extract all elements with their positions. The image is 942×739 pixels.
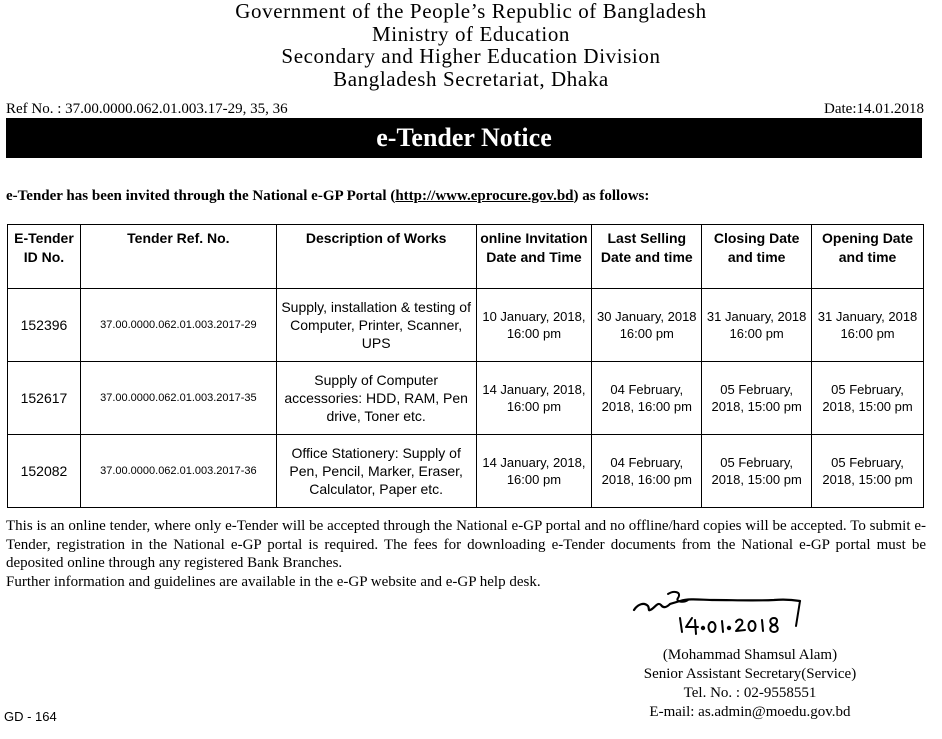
table-header-row bbox=[8, 225, 924, 289]
cell-invitation: 14 January, 2018, 16:00 pm bbox=[476, 362, 592, 435]
cell-tender-id: 152082 bbox=[8, 435, 81, 508]
tender-table bbox=[7, 224, 924, 508]
header-last-selling: Last Selling Date and time bbox=[592, 225, 702, 289]
cell-opening: 05 February, 2018, 15:00 pm bbox=[812, 435, 924, 508]
letterhead-line: Bangladesh Secretariat, Dhaka bbox=[333, 66, 609, 91]
letterhead-line: Ministry of Education bbox=[371, 21, 571, 46]
table-row bbox=[8, 435, 924, 508]
handwritten-signature bbox=[628, 588, 808, 640]
intro-before: e-Tender has been invited through the National e-GP Portal ( bbox=[6, 188, 396, 204]
reference-number: Ref No. : 37.00.0000.062.01.003.17-29, 35, 36 bbox=[6, 101, 288, 117]
signatory-title: Senior Assistant Secretary(Service) bbox=[643, 666, 857, 682]
intro-after: ) as follows: bbox=[573, 188, 650, 204]
header-invitation: online Invitation Date and Time bbox=[476, 225, 592, 289]
notice-date: Date:14.01.2018 bbox=[824, 101, 924, 117]
cell-opening: 05 February, 2018, 15:00 pm bbox=[812, 362, 924, 435]
header-opening: Opening Date and time bbox=[812, 225, 924, 289]
letterhead-line: Government of the People’s Republic of Bangladesh bbox=[235, 0, 707, 23]
signatory-email: E-mail: as.admin@moedu.gov.bd bbox=[649, 704, 851, 720]
table-row bbox=[8, 362, 924, 435]
cell-closing: 05 February, 2018, 15:00 pm bbox=[702, 435, 812, 508]
cell-last-selling: 04 February, 2018, 16:00 pm bbox=[592, 362, 702, 435]
signature-block bbox=[620, 646, 880, 722]
notice-title-banner: e-Tender Notice bbox=[6, 118, 922, 158]
letterhead bbox=[0, 0, 942, 90]
cell-tender-ref: 37.00.0000.062.01.003.2017-36 bbox=[80, 435, 276, 508]
signatory-phone: Tel. No. : 02-9558551 bbox=[683, 685, 817, 701]
intro-text bbox=[6, 188, 649, 205]
cell-last-selling: 04 February, 2018, 16:00 pm bbox=[592, 435, 702, 508]
cell-description: Supply, installation & testing of Computer, Printer, Scanner, UPS bbox=[276, 289, 476, 362]
header-description: Description of Works bbox=[276, 225, 476, 289]
header-closing: Closing Date and time bbox=[702, 225, 812, 289]
letterhead-line: Secondary and Higher Education Division bbox=[281, 44, 661, 68]
cell-tender-id: 152396 bbox=[8, 289, 81, 362]
cell-opening: 31 January, 2018 16:00 pm bbox=[812, 289, 924, 362]
cell-tender-id: 152617 bbox=[8, 362, 81, 435]
cell-description: Supply of Computer accessories: HDD, RAM, Pen drive, Toner etc. bbox=[276, 362, 476, 435]
header-tender-ref: Tender Ref. No. bbox=[80, 225, 276, 289]
cell-invitation: 14 January, 2018, 16:00 pm bbox=[476, 435, 592, 508]
cell-invitation: 10 January, 2018, 16:00 pm bbox=[476, 289, 592, 362]
signatory-name: (Mohammad Shamsul Alam) bbox=[662, 647, 838, 663]
portal-link[interactable]: http://www.eprocure.gov.bd bbox=[395, 188, 574, 204]
signature-date bbox=[680, 618, 778, 634]
body-paragraph: This is an online tender, where only e-Tender will be accepted through the National e-GP portal and no offline/hard copies will be accepted. To submit e-Tender, registration in the National e-GP portal is required. The fees for downloading e-Tender documents from the National e-GP portal must be deposited online through any registered Bank Branches. bbox=[6, 518, 926, 571]
footer-code: GD - 164 bbox=[4, 709, 57, 724]
cell-last-selling: 30 January, 2018 16:00 pm bbox=[592, 289, 702, 362]
body-paragraph: Further information and guidelines are available in the e-GP website and e-GP help desk. bbox=[6, 573, 541, 590]
cell-closing: 31 January, 2018 16:00 pm bbox=[702, 289, 812, 362]
cell-closing: 05 February, 2018, 15:00 pm bbox=[702, 362, 812, 435]
cell-tender-ref: 37.00.0000.062.01.003.2017-29 bbox=[80, 289, 276, 362]
cell-tender-ref: 37.00.0000.062.01.003.2017-35 bbox=[80, 362, 276, 435]
header-tender-id: E-Tender ID No. bbox=[8, 225, 81, 289]
cell-description: Office Stationery: Supply of Pen, Pencil, Marker, Eraser, Calculator, Paper etc. bbox=[276, 435, 476, 508]
table-row bbox=[8, 289, 924, 362]
notice-body bbox=[6, 517, 926, 591]
